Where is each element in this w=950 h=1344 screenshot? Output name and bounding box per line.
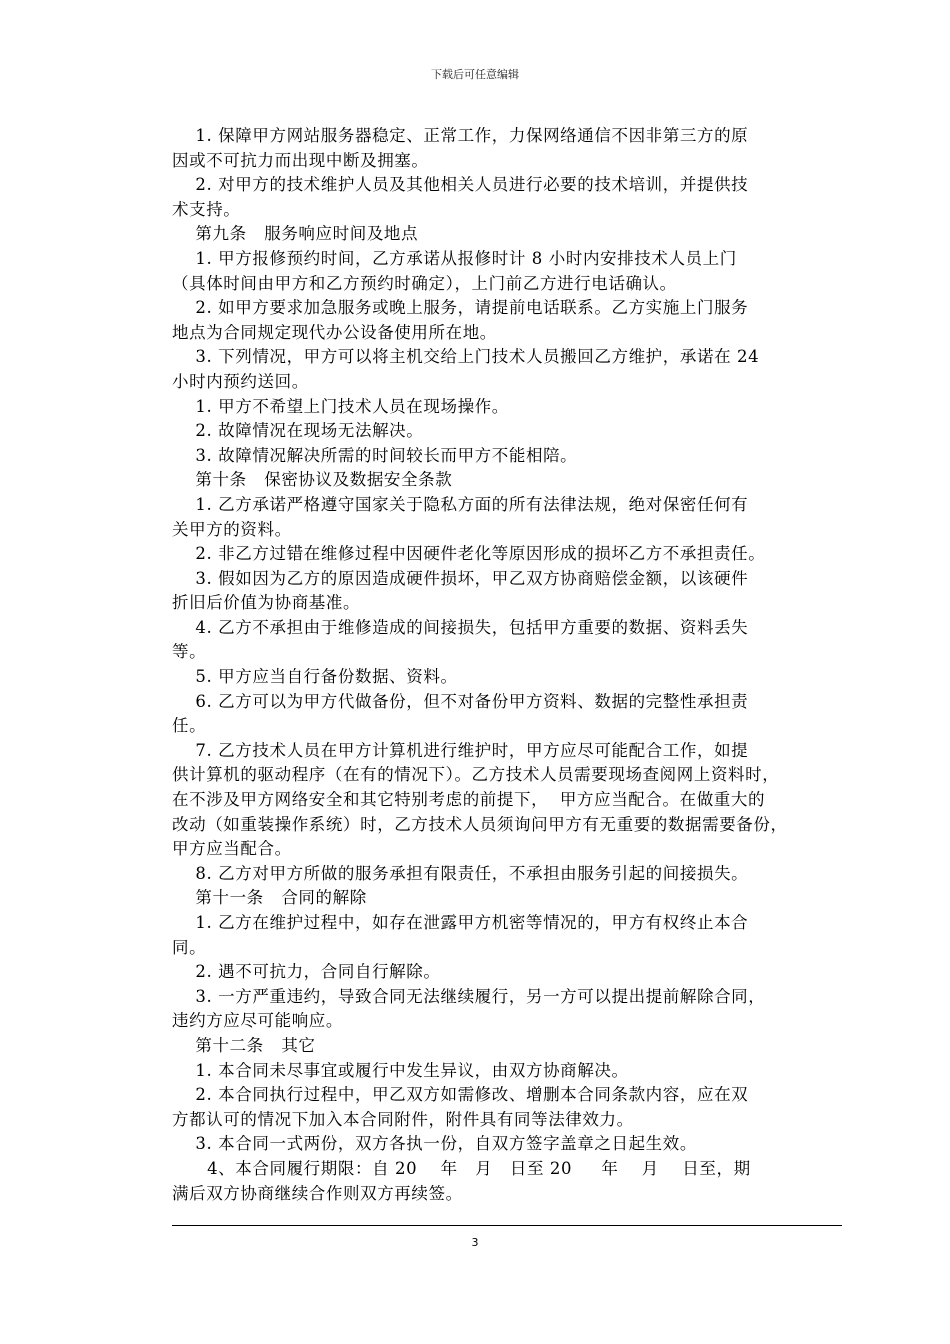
- text-line: 在不涉及甲方网络安全和其它特别考虑的前提下， 甲方应当配合。在做重大的: [172, 790, 766, 810]
- text-line: 第九条 服务响应时间及地点: [172, 224, 419, 244]
- text-line: 3. 下列情况，甲方可以将主机交给上门技术人员搬回乙方维护，承诺在 24: [172, 347, 760, 367]
- text-line: 3. 本合同一式两份，双方各执一份，自双方签字盖章之日起生效。: [172, 1134, 697, 1154]
- text-line: 任。: [172, 716, 207, 736]
- text-line: 8. 乙方对甲方所做的服务承担有限责任，不承担由服务引起的间接损失。: [172, 863, 749, 883]
- text-line: 第十二条 其它: [172, 1035, 316, 1055]
- text-line: 术支持。: [172, 199, 241, 219]
- text-line: 2. 如甲方要求加急服务或晚上服务，请提前电话联系。乙方实施上门服务: [172, 298, 749, 318]
- text-line: 3. 故障情况解决所需的时间较长而甲方不能相陪。: [172, 445, 578, 465]
- text-line: 1. 甲方报修预约时间，乙方承诺从报修时计 8 小时内安排技术人员上门: [172, 248, 737, 268]
- page-header: 下载后可任意编辑: [431, 68, 519, 81]
- document-body: [172, 124, 842, 1206]
- text-line: 4. 乙方不承担由于维修造成的间接损失，包括甲方重要的数据、资料丢失: [172, 617, 749, 637]
- text-line: 小时内预约送回。: [172, 371, 309, 391]
- text-line: 因或不可抗力而出现中断及拥塞。: [172, 150, 429, 170]
- text-line: 6. 乙方可以为甲方代做备份，但不对备份甲方资料、数据的完整性承担责: [172, 691, 749, 711]
- text-line: 关甲方的资料。: [172, 519, 292, 539]
- text-line: 5. 甲方应当自行备份数据、资料。: [172, 667, 458, 687]
- text-line: 3. 假如因为乙方的原因造成硬件损坏，甲乙双方协商赔偿金额，以该硬件: [172, 568, 749, 588]
- text-line: 违约方应尽可能响应。: [172, 1011, 343, 1031]
- text-line: 同。: [172, 937, 207, 957]
- text-line: （具体时间由甲方和乙方预约时确定），上门前乙方进行电话确认。: [172, 273, 677, 293]
- text-line: 1. 乙方承诺严格遵守国家关于隐私方面的所有法律法规，绝对保密任何有: [172, 494, 749, 514]
- text-line: 第十一条 合同的解除: [172, 888, 367, 908]
- text-line: 满后双方协商继续合作则双方再续签。: [172, 1183, 463, 1203]
- text-line: 2. 本合同执行过程中，甲乙双方如需修改、增删本合同条款内容，应在双: [172, 1085, 749, 1105]
- text-line: 折旧后价值为协商基准。: [172, 593, 361, 613]
- text-line: 第十条 保密协议及数据安全条款: [172, 470, 453, 490]
- text-line: 1. 乙方在维护过程中，如存在泄露甲方机密等情况的，甲方有权终止本合: [172, 913, 749, 932]
- page-number: 3: [471, 1236, 479, 1249]
- text-line: 1. 保障甲方网站服务器稳定、正常工作，力保网络通信不因非第三方的原: [172, 126, 749, 145]
- text-line: 2. 非乙方过错在维修过程中因硬件老化等原因形成的损坏乙方不承担责任。: [172, 544, 766, 564]
- text-line: 等。: [172, 642, 207, 662]
- text-line: 3. 一方严重违约，导致合同无法继续履行，另一方可以提出提前解除合同，: [172, 986, 766, 1006]
- text-line: 2. 故障情况在现场无法解决。: [172, 421, 424, 441]
- text-line: 4、本合同履行期限：自 20 年 月 日至 20 年 月 日至，期: [172, 1158, 751, 1178]
- text-line: 方都认可的情况下加入本合同附件，附件具有同等法律效力。: [172, 1109, 634, 1129]
- footer-rule: [172, 1225, 842, 1226]
- text-line: 7. 乙方技术人员在甲方计算机进行维护时，甲方应尽可能配合工作，如提: [172, 740, 749, 760]
- text-line: 供计算机的驱动程序（在有的情况下）。乙方技术人员需要现场查阅网上资料时，: [172, 765, 780, 785]
- text-line: 甲方应当配合。: [172, 839, 292, 859]
- text-line: 地点为合同规定现代办公设备使用所在地。: [172, 322, 497, 342]
- text-line: 1. 甲方不希望上门技术人员在现场操作。: [172, 396, 509, 416]
- text-line: 2. 遇不可抗力，合同自行解除。: [172, 962, 441, 982]
- text-line: 改动（如重装操作系统）时，乙方技术人员须询问甲方有无重要的数据需要备份，: [172, 814, 788, 834]
- text-line: 1. 本合同未尽事宜或履行中发生异议，由双方协商解决。: [172, 1060, 629, 1080]
- text-line: 2. 对甲方的技术维护人员及其他相关人员进行必要的技术培训，并提供技: [172, 175, 749, 195]
